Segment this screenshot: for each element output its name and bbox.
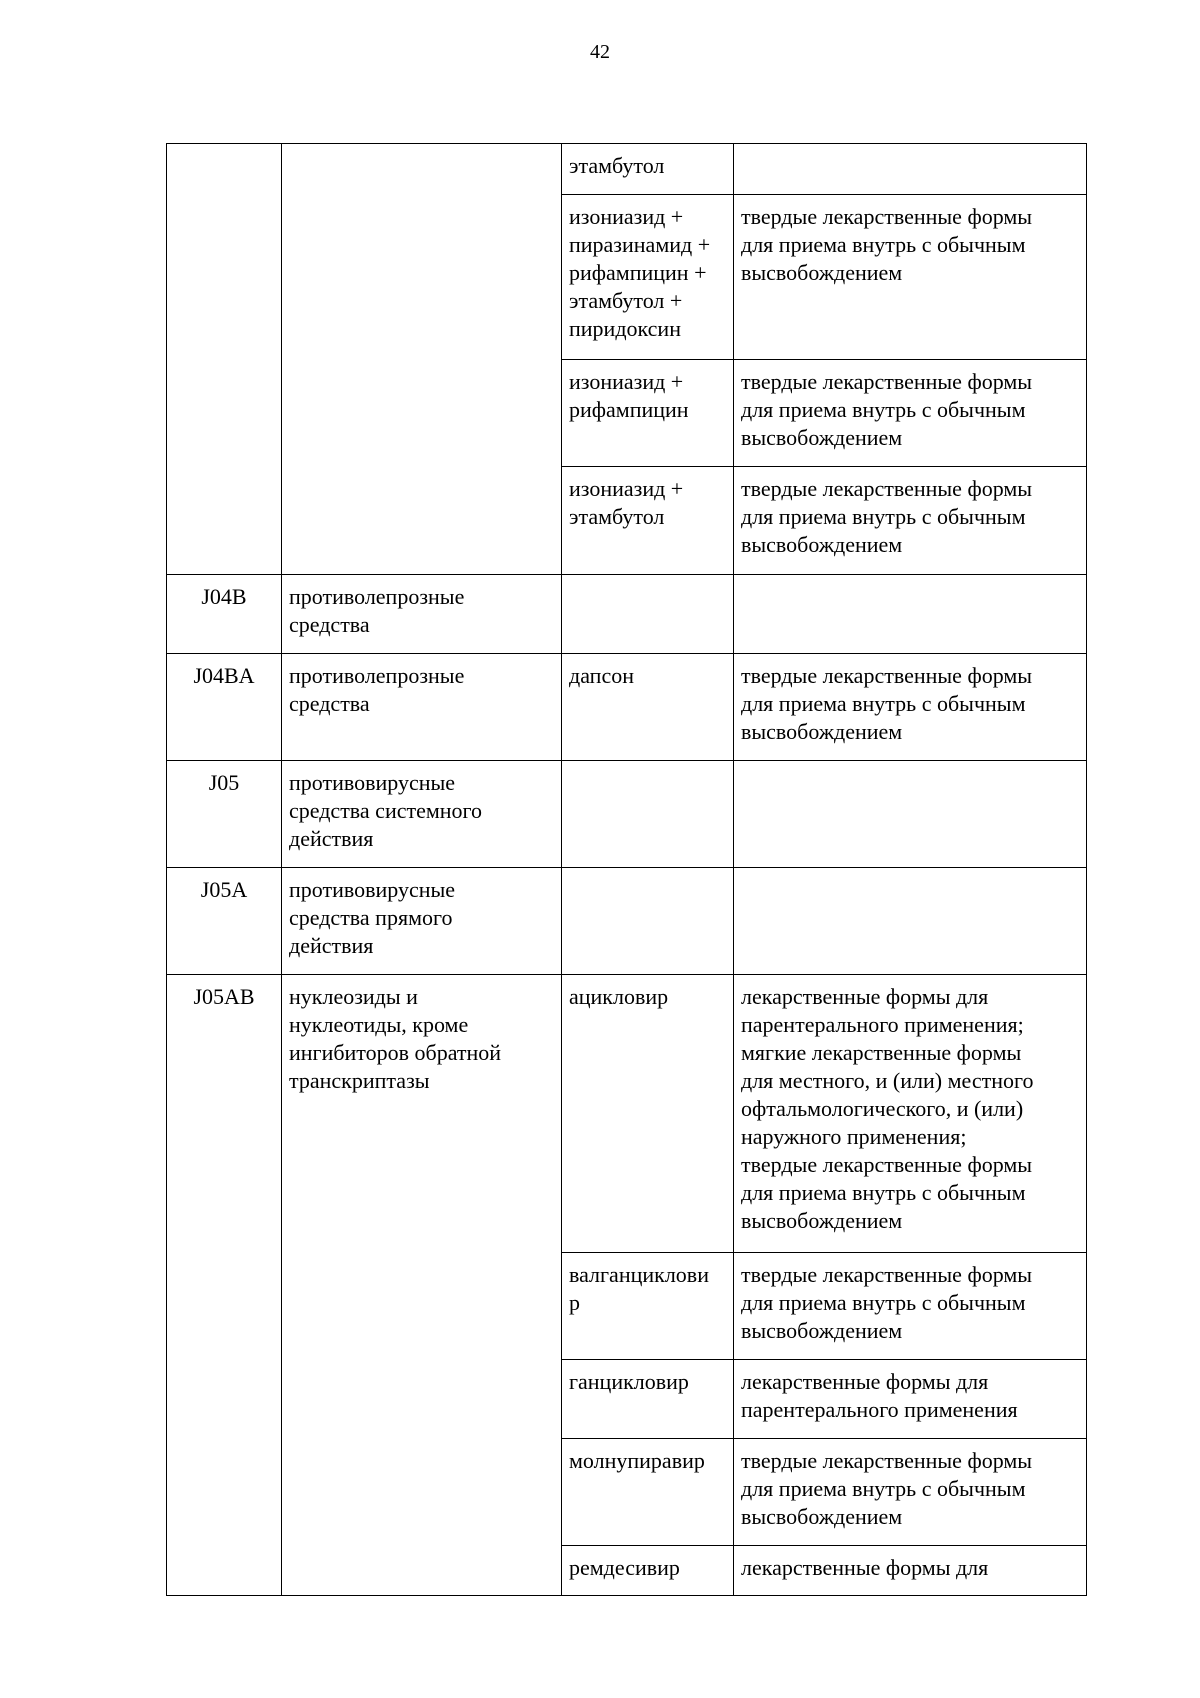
drug-cell: изониазид + этамбутол (562, 467, 734, 575)
group-cell: нуклеозиды и нуклеотиды, кроме ингибиторов обратной транскриптазы (282, 975, 562, 1596)
page-number: 42 (590, 41, 610, 63)
atc-code-cell: J05A (167, 868, 282, 975)
drug-cell: ремдесивир (562, 1546, 734, 1596)
form-cell (734, 761, 1087, 868)
drug-cell: изониазид + пиразинамид + рифампицин + этамбутол + пиридоксин (562, 195, 734, 360)
drug-cell (562, 575, 734, 654)
group-cell: противолепрозные средства (282, 575, 562, 654)
drug-cell: ганцикловир (562, 1360, 734, 1439)
form-cell: твердые лекарственные формы для приема внутрь с обычным высвобождением (734, 360, 1087, 467)
drug-cell: молнупиравир (562, 1439, 734, 1546)
drug-cell: ацикловир (562, 975, 734, 1253)
form-cell: твердые лекарственные формы для приема внутрь с обычным высвобождением (734, 467, 1087, 575)
form-cell (734, 144, 1087, 195)
drug-cell: валганциклови р (562, 1253, 734, 1360)
table-row (167, 654, 1087, 761)
group-cell: противовирусные средства прямого действия (282, 868, 562, 975)
drug-cell (562, 761, 734, 868)
form-cell: лекарственные формы для парентерального применения; мягкие лекарственные формы для местного, и (или) местного офтальмологического, и (или) наружного применения; твердые лекарственные формы для приема внутрь с обычным высвобождением (734, 975, 1087, 1253)
table-row (167, 144, 1087, 195)
medicines-table (166, 143, 1087, 1596)
form-cell: лекарственные формы для (734, 1546, 1087, 1596)
form-cell: твердые лекарственные формы для приема внутрь с обычным высвобождением (734, 195, 1087, 360)
form-cell: твердые лекарственные формы для приема внутрь с обычным высвобождением (734, 654, 1087, 761)
group-cell: противолепрозные средства (282, 654, 562, 761)
drug-cell: этамбутол (562, 144, 734, 195)
drug-cell: дапсон (562, 654, 734, 761)
atc-code-cell: J05 (167, 761, 282, 868)
form-cell: лекарственные формы для парентерального применения (734, 1360, 1087, 1439)
group-cell-empty (282, 144, 562, 575)
atc-code-cell: J05AB (167, 975, 282, 1596)
atc-code-cell: J04B (167, 575, 282, 654)
drug-cell: изониазид + рифампицин (562, 360, 734, 467)
form-cell (734, 575, 1087, 654)
form-cell (734, 868, 1087, 975)
atc-code-cell: J04BA (167, 654, 282, 761)
table-row (167, 575, 1087, 654)
form-cell: твердые лекарственные формы для приема внутрь с обычным высвобождением (734, 1253, 1087, 1360)
table-row (167, 975, 1087, 1253)
drug-cell (562, 868, 734, 975)
table-row (167, 868, 1087, 975)
form-cell: твердые лекарственные формы для приема внутрь с обычным высвобождением (734, 1439, 1087, 1546)
table-row (167, 761, 1087, 868)
group-cell: противовирусные средства системного действия (282, 761, 562, 868)
code-cell-empty (167, 144, 282, 575)
